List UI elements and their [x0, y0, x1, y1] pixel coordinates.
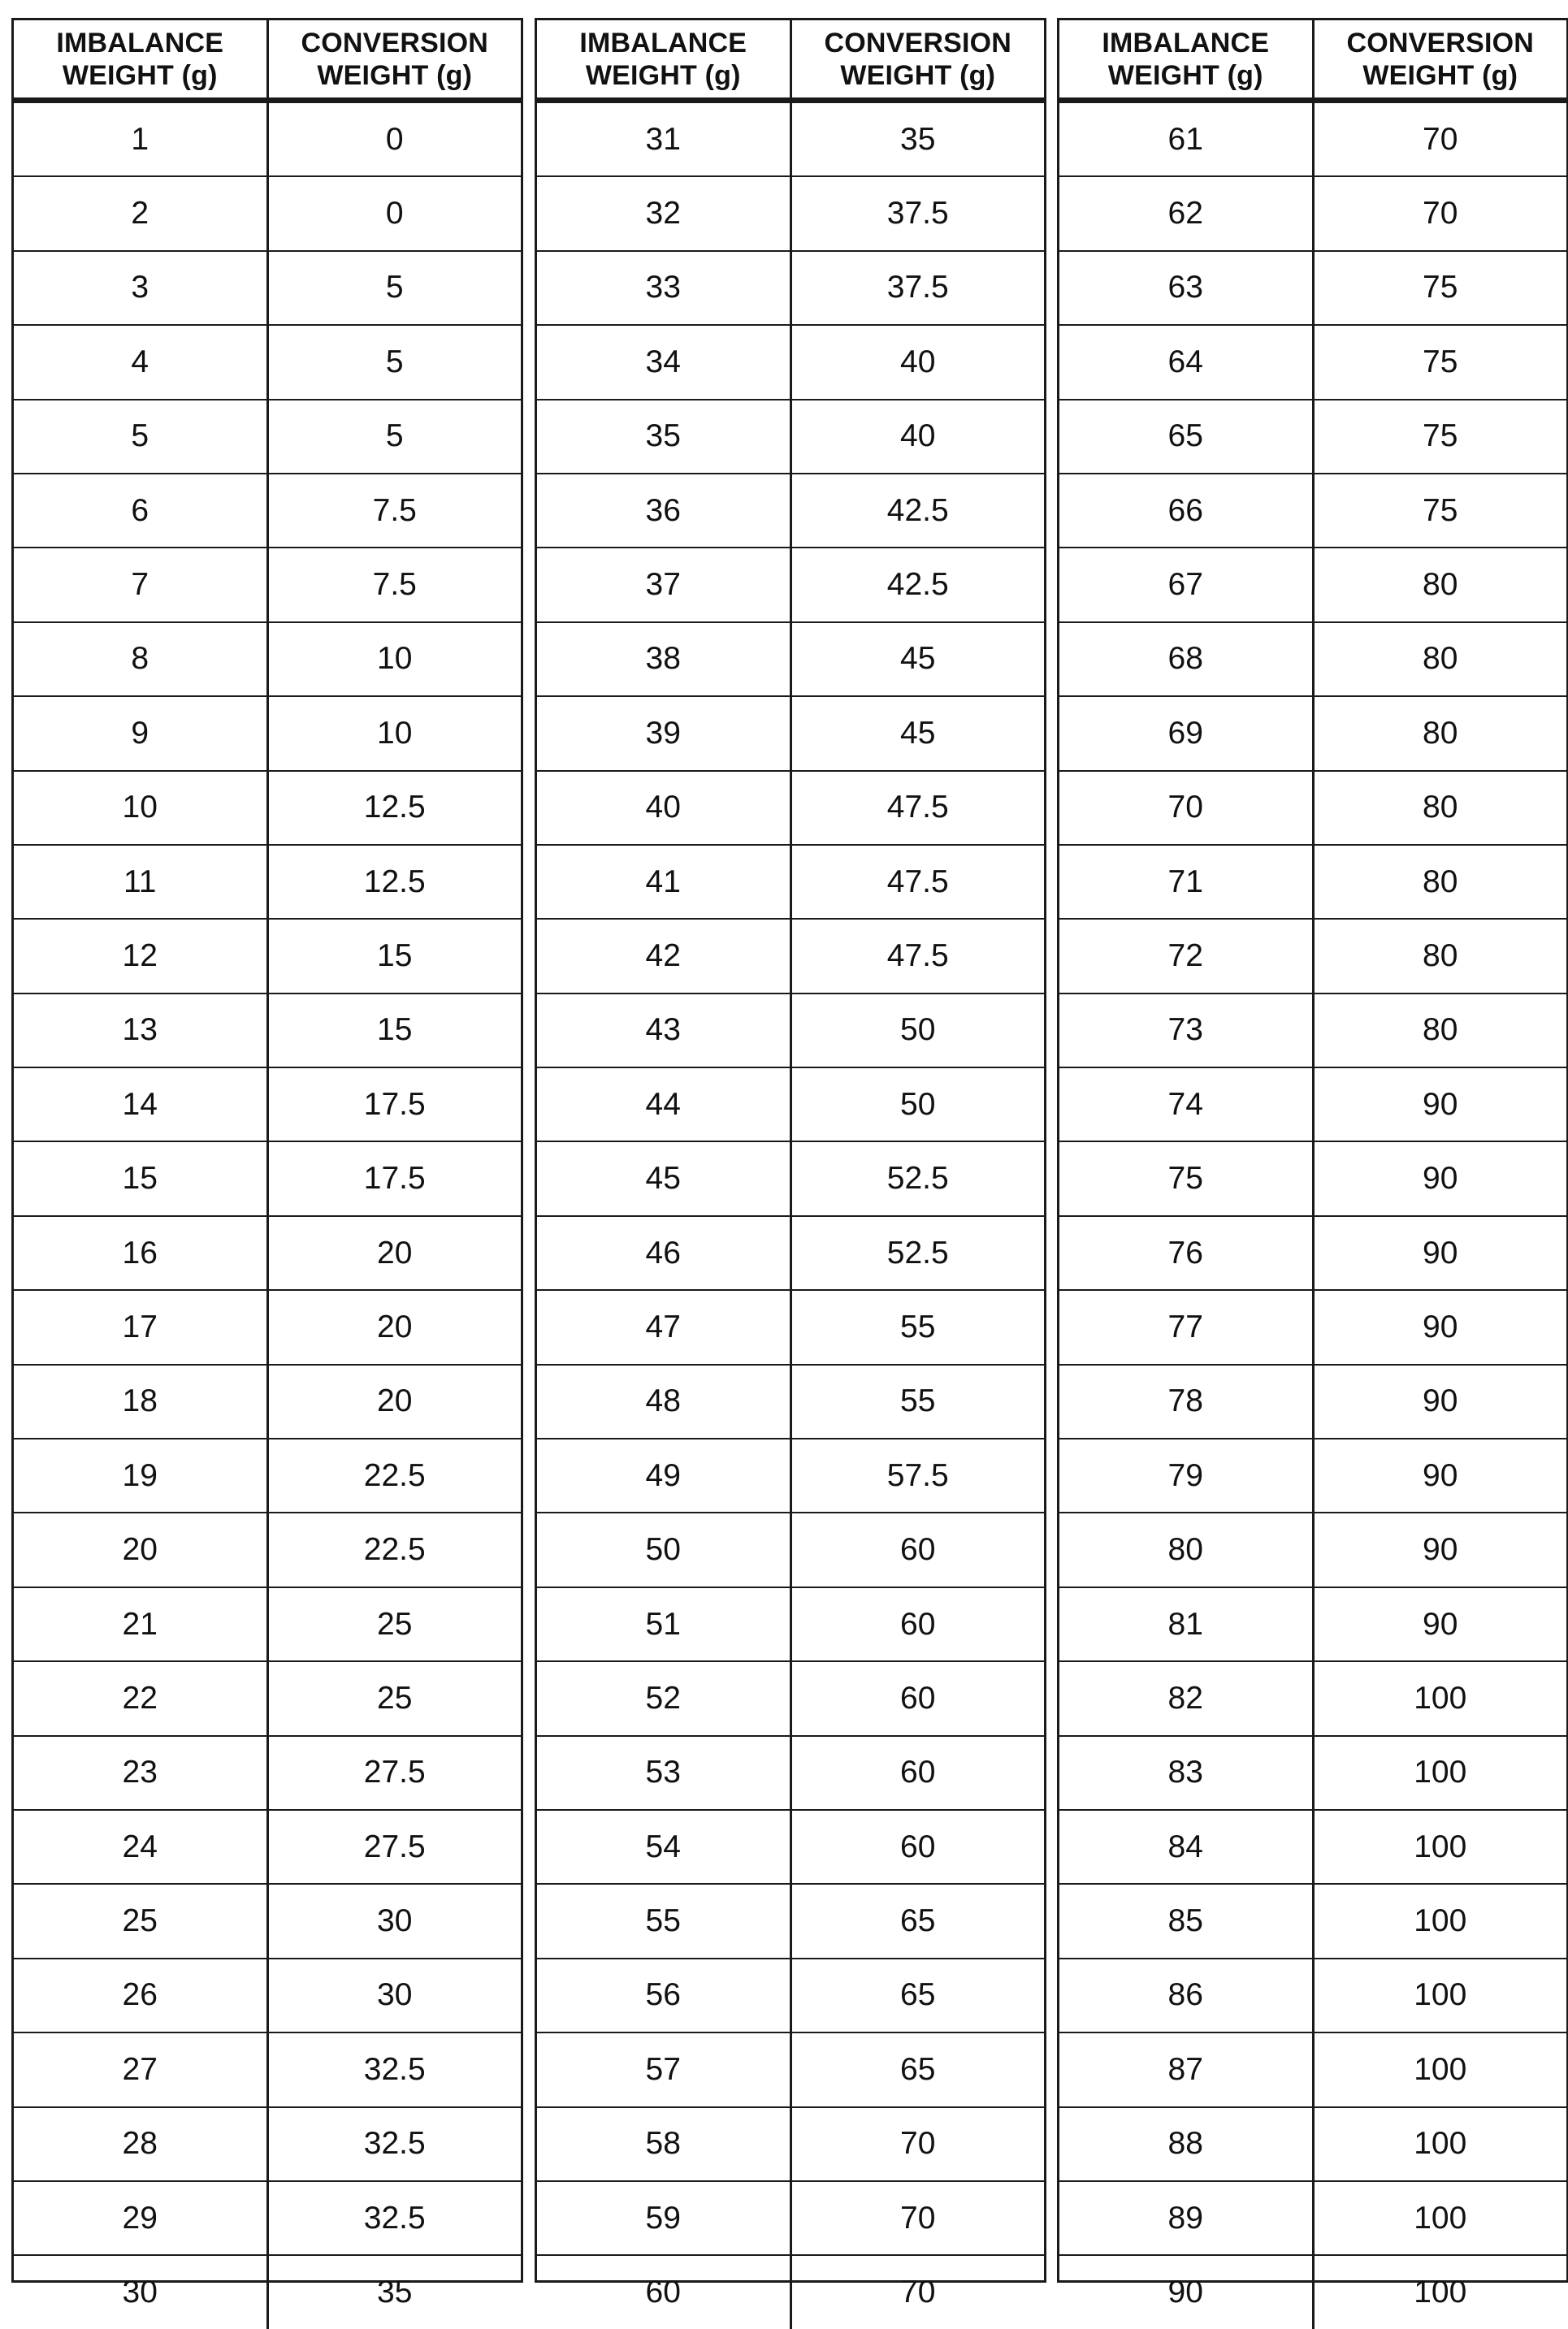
imbalance-weight-cell: 90 [1059, 2255, 1313, 2328]
table-row [14, 400, 521, 474]
header-line: IMBALANCE [56, 27, 224, 58]
table-row [14, 919, 521, 993]
conversion-weight-cell: 42.5 [790, 548, 1044, 621]
conversion-weight-cell: 32.5 [267, 2181, 521, 2255]
conversion-weight-cell: 90 [1313, 1216, 1566, 1290]
table-row [1059, 400, 1566, 474]
table-row [14, 101, 521, 177]
header-line: CONVERSION [301, 27, 489, 58]
imbalance-weight-cell: 24 [14, 1810, 267, 1884]
table-row [14, 1884, 521, 1958]
imbalance-weight-cell: 7 [14, 548, 267, 621]
imbalance-weight-cell: 2 [14, 176, 267, 250]
conversion-weight-cell: 10 [267, 696, 521, 770]
imbalance-weight-cell: 61 [1059, 101, 1313, 177]
imbalance-weight-cell: 19 [14, 1439, 267, 1513]
conversion-weight-cell: 90 [1313, 1067, 1566, 1141]
table-row [1059, 1884, 1566, 1958]
conversion-weight-cell: 80 [1313, 622, 1566, 696]
conversion-weight-cell: 45 [790, 622, 1044, 696]
header-line: IMBALANCE [579, 27, 747, 58]
table-row [14, 1959, 521, 2032]
imbalance-weight-cell: 41 [537, 845, 790, 919]
table-row [14, 2032, 521, 2106]
conversion-weight-cell: 57.5 [790, 1439, 1044, 1513]
conversion-weight-cell: 55 [790, 1365, 1044, 1439]
conversion-weight-cell: 80 [1313, 845, 1566, 919]
table-row [1059, 548, 1566, 621]
table-row [1059, 1141, 1566, 1215]
table-row [14, 1439, 521, 1513]
imbalance-weight-cell: 88 [1059, 2107, 1313, 2181]
table-row [1059, 2181, 1566, 2255]
imbalance-weight-cell: 73 [1059, 994, 1313, 1067]
imbalance-weight-cell: 70 [1059, 771, 1313, 845]
imbalance-weight-cell: 33 [537, 251, 790, 325]
table-row [537, 919, 1044, 993]
conversion-weight-cell: 100 [1313, 1736, 1566, 1810]
imbalance-weight-cell: 27 [14, 2032, 267, 2106]
table-row [537, 1513, 1044, 1587]
conversion-weight-cell: 75 [1313, 474, 1566, 548]
imbalance-weight-cell: 55 [537, 1884, 790, 1958]
table-row [1059, 1216, 1566, 1290]
conversion-weight-cell: 5 [267, 400, 521, 474]
table-row [14, 176, 521, 250]
conversion-weight-cell: 27.5 [267, 1736, 521, 1810]
conversion-weight-cell: 12.5 [267, 771, 521, 845]
table-row [537, 2107, 1044, 2181]
table-row [14, 1365, 521, 1439]
conversion-weight-cell: 70 [790, 2181, 1044, 2255]
imbalance-weight-cell: 42 [537, 919, 790, 993]
table-row [537, 1290, 1044, 1364]
conversion-weight-cell: 20 [267, 1216, 521, 1290]
table-row [14, 1587, 521, 1661]
conversion-weight-cell: 52.5 [790, 1216, 1044, 1290]
imbalance-weight-cell: 69 [1059, 696, 1313, 770]
table-row [537, 400, 1044, 474]
conversion-weight-cell: 32.5 [267, 2032, 521, 2106]
imbalance-weight-cell: 12 [14, 919, 267, 993]
imbalance-weight-cell: 87 [1059, 2032, 1313, 2106]
imbalance-weight-cell: 36 [537, 474, 790, 548]
table-row [14, 1513, 521, 1587]
imbalance-weight-cell: 54 [537, 1810, 790, 1884]
conversion-weight-cell: 50 [790, 1067, 1044, 1141]
imbalance-weight-cell: 44 [537, 1067, 790, 1141]
table-row [537, 1216, 1044, 1290]
conversion-weight-cell: 47.5 [790, 771, 1044, 845]
imbalance-weight-cell: 63 [1059, 251, 1313, 325]
imbalance-weight-cell: 6 [14, 474, 267, 548]
conversion-weight-cell: 100 [1313, 1810, 1566, 1884]
conversion-weight-cell: 25 [267, 1661, 521, 1735]
imbalance-weight-header [14, 20, 267, 101]
header-line: IMBALANCE [1102, 27, 1270, 58]
conversion-weight-cell: 75 [1313, 400, 1566, 474]
conversion-weight-cell: 65 [790, 1959, 1044, 2032]
header-line: CONVERSION [824, 27, 1012, 58]
header-line: WEIGHT (g) [1362, 59, 1518, 91]
table-row [537, 1439, 1044, 1513]
table-row [537, 771, 1044, 845]
imbalance-weight-cell: 8 [14, 622, 267, 696]
imbalance-weight-cell: 67 [1059, 548, 1313, 621]
conversion-weight-cell: 47.5 [790, 845, 1044, 919]
conversion-weight-cell: 45 [790, 696, 1044, 770]
imbalance-weight-cell: 34 [537, 325, 790, 399]
conversion-weight-cell: 32.5 [267, 2107, 521, 2181]
conversion-weight-header [267, 20, 521, 101]
table-row [14, 1810, 521, 1884]
imbalance-weight-cell: 9 [14, 696, 267, 770]
imbalance-weight-cell: 64 [1059, 325, 1313, 399]
imbalance-weight-cell: 20 [14, 1513, 267, 1587]
conversion-weight-cell: 17.5 [267, 1141, 521, 1215]
imbalance-weight-cell: 17 [14, 1290, 267, 1364]
table-row [537, 325, 1044, 399]
table-row [537, 1661, 1044, 1735]
imbalance-weight-cell: 30 [14, 2255, 267, 2328]
table-row [14, 474, 521, 548]
table-row [1059, 1067, 1566, 1141]
conversion-table-panel-1 [11, 18, 523, 2310]
conversion-weight-cell: 60 [790, 1513, 1044, 1587]
imbalance-weight-cell: 80 [1059, 1513, 1313, 1587]
imbalance-weight-cell: 65 [1059, 400, 1313, 474]
conversion-weight-cell: 80 [1313, 548, 1566, 621]
table-row [1059, 622, 1566, 696]
conversion-weight-cell: 60 [790, 1587, 1044, 1661]
imbalance-weight-cell: 48 [537, 1365, 790, 1439]
imbalance-weight-cell: 50 [537, 1513, 790, 1587]
table-row [14, 325, 521, 399]
conversion-weight-cell: 15 [267, 994, 521, 1067]
table-row [14, 1141, 521, 1215]
imbalance-weight-cell: 82 [1059, 1661, 1313, 1735]
header-line: WEIGHT (g) [840, 59, 996, 91]
imbalance-weight-cell: 49 [537, 1439, 790, 1513]
table-row [537, 1141, 1044, 1215]
conversion-weight-cell: 20 [267, 1365, 521, 1439]
conversion-weight-cell: 40 [790, 400, 1044, 474]
imbalance-weight-cell: 62 [1059, 176, 1313, 250]
table-row [537, 101, 1044, 177]
table-row [1059, 1439, 1566, 1513]
imbalance-weight-cell: 51 [537, 1587, 790, 1661]
imbalance-weight-cell: 53 [537, 1736, 790, 1810]
table-row [537, 2032, 1044, 2106]
conversion-weight-cell: 60 [790, 1661, 1044, 1735]
imbalance-weight-cell: 68 [1059, 622, 1313, 696]
imbalance-weight-cell: 46 [537, 1216, 790, 1290]
imbalance-weight-cell: 28 [14, 2107, 267, 2181]
conversion-weight-cell: 65 [790, 1884, 1044, 1958]
header-row [14, 20, 521, 101]
table-row [537, 994, 1044, 1067]
conversion-weight-cell: 80 [1313, 919, 1566, 993]
table-row [537, 1365, 1044, 1439]
imbalance-weight-cell: 40 [537, 771, 790, 845]
conversion-weight-cell: 70 [900, 2275, 936, 2310]
table-row [537, 1959, 1044, 2032]
imbalance-weight-cell: 66 [1059, 474, 1313, 548]
imbalance-weight-cell: 79 [1059, 1439, 1313, 1513]
imbalance-weight-cell: 76 [1059, 1216, 1313, 1290]
conversion-weight-cell: 52.5 [790, 1141, 1044, 1215]
conversion-table [537, 20, 1044, 2329]
conversion-weight-cell: 80 [1313, 994, 1566, 1067]
imbalance-weight-cell: 77 [1059, 1290, 1313, 1364]
conversion-weight-cell: 60 [790, 1810, 1044, 1884]
conversion-weight-cell: 22.5 [267, 1439, 521, 1513]
table-row [1059, 251, 1566, 325]
table-row [1059, 1810, 1566, 1884]
conversion-weight-cell: 20 [267, 1290, 521, 1364]
imbalance-weight-cell: 47 [537, 1290, 790, 1364]
conversion-weight-cell: 70 [1313, 101, 1566, 177]
conversion-weight-cell: 70 [790, 2107, 1044, 2181]
imbalance-weight-cell: 39 [537, 696, 790, 770]
table-row [14, 251, 521, 325]
table-row [1059, 474, 1566, 548]
table-row [1059, 845, 1566, 919]
table-row [14, 1290, 521, 1364]
imbalance-weight-cell: 60 [537, 2255, 790, 2328]
table-row [14, 696, 521, 770]
conversion-weight-cell: 90 [1313, 1587, 1566, 1661]
imbalance-weight-cell: 83 [1059, 1736, 1313, 1810]
imbalance-weight-header [1059, 20, 1313, 101]
imbalance-weight-cell: 23 [14, 1736, 267, 1810]
imbalance-weight-cell: 59 [537, 2181, 790, 2255]
table-row [537, 176, 1044, 250]
imbalance-weight-cell: 15 [14, 1141, 267, 1215]
table-row [1059, 101, 1566, 177]
imbalance-weight-cell: 74 [1059, 1067, 1313, 1141]
imbalance-weight-cell: 22 [14, 1661, 267, 1735]
imbalance-weight-cell: 57 [537, 2032, 790, 2106]
table-row [1059, 1290, 1566, 1364]
imbalance-weight-cell: 45 [537, 1141, 790, 1215]
conversion-weight-cell: 7.5 [267, 548, 521, 621]
conversion-weight-cell: 80 [1313, 696, 1566, 770]
table-row [1059, 1736, 1566, 1810]
table-row [537, 622, 1044, 696]
imbalance-weight-cell: 72 [1059, 919, 1313, 993]
conversion-weight-cell: 90 [1313, 1141, 1566, 1215]
table-row [1059, 1959, 1566, 2032]
header-line: WEIGHT (g) [317, 59, 473, 91]
conversion-weight-cell: 10 [267, 622, 521, 696]
conversion-weight-header [790, 20, 1044, 101]
table-row [1059, 2107, 1566, 2181]
imbalance-weight-cell: 81 [1059, 1587, 1313, 1661]
imbalance-weight-cell: 71 [1059, 845, 1313, 919]
table-row [14, 2181, 521, 2255]
table-row [14, 845, 521, 919]
table-row [1059, 2255, 1566, 2328]
table-row [537, 1736, 1044, 1810]
header-line: WEIGHT (g) [585, 59, 741, 91]
header-line: WEIGHT (g) [62, 59, 218, 91]
imbalance-weight-cell: 58 [537, 2107, 790, 2181]
imbalance-weight-cell: 56 [537, 1959, 790, 2032]
imbalance-weight-cell: 11 [14, 845, 267, 919]
conversion-weight-cell: 27.5 [267, 1810, 521, 1884]
conversion-weight-cell: 22.5 [267, 1513, 521, 1587]
conversion-weight-cell: 17.5 [267, 1067, 521, 1141]
table-row [537, 845, 1044, 919]
imbalance-weight-cell: 3 [14, 251, 267, 325]
conversion-weight-cell: 0 [267, 176, 521, 250]
conversion-table [14, 20, 521, 2329]
table-row [14, 548, 521, 621]
conversion-weight-cell: 37.5 [790, 176, 1044, 250]
imbalance-weight-cell: 35 [537, 400, 790, 474]
table-row [1059, 771, 1566, 845]
imbalance-weight-cell: 25 [14, 1884, 267, 1958]
table-row [14, 994, 521, 1067]
table-row [1059, 1365, 1566, 1439]
imbalance-weight-cell: 84 [1059, 1810, 1313, 1884]
conversion-weight-cell: 15 [267, 919, 521, 993]
conversion-weight-cell: 65 [790, 2032, 1044, 2106]
conversion-weight-cell: 75 [1313, 325, 1566, 399]
imbalance-weight-cell: 52 [537, 1661, 790, 1735]
conversion-weight-cell: 40 [790, 325, 1044, 399]
imbalance-weight-header [537, 20, 790, 101]
imbalance-weight-cell: 78 [1059, 1365, 1313, 1439]
conversion-weight-cell: 100 [1313, 2107, 1566, 2181]
imbalance-weight-cell: 13 [14, 994, 267, 1067]
conversion-weight-cell: 90 [1313, 1439, 1566, 1513]
conversion-table-panel-2 [535, 18, 1046, 2310]
conversion-weight-header [1313, 20, 1566, 101]
conversion-weight-cell: 70 [1313, 176, 1566, 250]
table-row [537, 1587, 1044, 1661]
table-row [14, 1736, 521, 1810]
table-row [1059, 325, 1566, 399]
imbalance-weight-cell: 43 [537, 994, 790, 1067]
table-row [14, 771, 521, 845]
imbalance-weight-cell: 26 [14, 1959, 267, 2032]
conversion-weight-cell: 37.5 [790, 251, 1044, 325]
conversion-weight-cell: 100 [1313, 1959, 1566, 2032]
table-row [14, 2255, 521, 2328]
conversion-weight-cell: 90 [1313, 1290, 1566, 1364]
table-row [1059, 2032, 1566, 2106]
conversion-weight-cell: 35 [377, 2275, 413, 2310]
conversion-weight-cell: 80 [1313, 771, 1566, 845]
conversion-weight-cell: 100 [1414, 2275, 1467, 2310]
imbalance-weight-cell: 14 [14, 1067, 267, 1141]
table-row [1059, 1587, 1566, 1661]
table-row [537, 474, 1044, 548]
table-row [537, 1810, 1044, 1884]
conversion-weight-cell: 100 [1313, 2181, 1566, 2255]
imbalance-weight-cell: 89 [1059, 2181, 1313, 2255]
table-row [1059, 919, 1566, 993]
table-row [1059, 696, 1566, 770]
table-row [537, 2181, 1044, 2255]
table-row [537, 251, 1044, 325]
table-row [1059, 994, 1566, 1067]
imbalance-weight-cell: 10 [14, 771, 267, 845]
conversion-weight-cell: 90 [1313, 1365, 1566, 1439]
imbalance-weight-cell: 38 [537, 622, 790, 696]
imbalance-weight-cell: 1 [14, 101, 267, 177]
conversion-table-panel-3 [1057, 18, 1568, 2310]
imbalance-weight-cell: 31 [537, 101, 790, 177]
conversion-weight-cell: 90 [1313, 1513, 1566, 1587]
conversion-weight-cell: 7.5 [267, 474, 521, 548]
conversion-weight-cell: 50 [790, 994, 1044, 1067]
table-row [14, 1216, 521, 1290]
conversion-weight-cell: 100 [1313, 2032, 1566, 2106]
imbalance-weight-cell: 21 [14, 1587, 267, 1661]
conversion-weight-cell: 100 [1313, 1661, 1566, 1735]
table-row [1059, 176, 1566, 250]
imbalance-weight-cell: 85 [1059, 1884, 1313, 1958]
conversion-weight-cell: 5 [267, 251, 521, 325]
table-row [537, 1884, 1044, 1958]
header-line: CONVERSION [1346, 27, 1535, 58]
table-row [1059, 1513, 1566, 1587]
table-row [14, 1067, 521, 1141]
imbalance-weight-cell: 5 [14, 400, 267, 474]
imbalance-weight-cell: 29 [14, 2181, 267, 2255]
imbalance-weight-cell: 18 [14, 1365, 267, 1439]
header-row [1059, 20, 1566, 101]
conversion-weight-cell: 0 [267, 101, 521, 177]
table-row [14, 1661, 521, 1735]
imbalance-weight-cell: 75 [1059, 1141, 1313, 1215]
imbalance-weight-cell: 32 [537, 176, 790, 250]
header-row [537, 20, 1044, 101]
table-row [1059, 1661, 1566, 1735]
table-row [537, 548, 1044, 621]
conversion-weight-cell: 75 [1313, 251, 1566, 325]
conversion-table [1059, 20, 1566, 2329]
table-row [537, 1067, 1044, 1141]
imbalance-weight-cell: 16 [14, 1216, 267, 1290]
table-row [537, 696, 1044, 770]
conversion-weight-cell: 55 [790, 1290, 1044, 1364]
conversion-weight-cell: 100 [1313, 1884, 1566, 1958]
imbalance-weight-cell: 86 [1059, 1959, 1313, 2032]
table-row [14, 2107, 521, 2181]
conversion-weight-cell: 5 [267, 325, 521, 399]
conversion-weight-cell: 35 [790, 101, 1044, 177]
table-row [537, 2255, 1044, 2328]
conversion-weight-cell: 12.5 [267, 845, 521, 919]
conversion-weight-cell: 42.5 [790, 474, 1044, 548]
header-line: WEIGHT (g) [1107, 59, 1263, 91]
imbalance-weight-cell: 37 [537, 548, 790, 621]
table-row [14, 622, 521, 696]
conversion-weight-cell: 30 [267, 1884, 521, 1958]
imbalance-weight-cell: 4 [14, 325, 267, 399]
conversion-weight-cell: 47.5 [790, 919, 1044, 993]
conversion-weight-cell: 25 [267, 1587, 521, 1661]
conversion-weight-cell: 60 [790, 1736, 1044, 1810]
conversion-weight-cell: 30 [267, 1959, 521, 2032]
